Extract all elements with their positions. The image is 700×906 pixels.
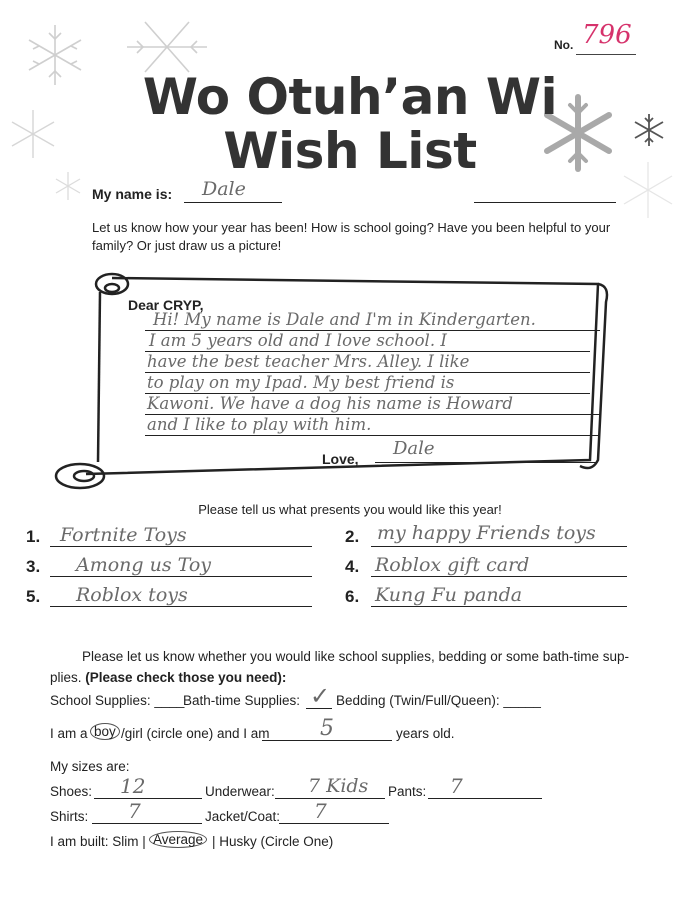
sizes-row-1 <box>50 774 670 804</box>
jacket-field <box>279 809 389 824</box>
bath-supplies-checkmark: ✓ <box>310 682 331 710</box>
present-number: 6. <box>345 587 360 606</box>
snowflake-icon <box>125 20 210 75</box>
letter-line-text: have the best teacher Mrs. Alley. I like <box>147 352 470 371</box>
name-extra-line <box>474 182 616 203</box>
intro-text: Let us know how your year has been! How is school going? Have you been helpful to your family? Or just draw us a picture! <box>92 220 611 253</box>
name-value: Dale <box>202 178 246 200</box>
presents-prompt: Please tell us what presents you would like this year! <box>198 502 502 517</box>
bedding-label: Bedding (Twin/Full/Queen): _____ <box>336 693 541 708</box>
build-average-circled: Average <box>149 831 207 848</box>
name-label: My name is: <box>92 186 173 202</box>
present-text: Kung Fu panda <box>375 584 523 606</box>
shoes-field <box>94 784 202 799</box>
supplies-prompt <box>50 646 660 688</box>
form-number-value: 796 <box>582 20 632 50</box>
letter-line-text: I am 5 years old and I love school. I <box>149 331 447 350</box>
present-number: 4. <box>345 557 360 576</box>
present-item <box>345 554 635 580</box>
letter-closing-label: Love, <box>322 451 359 467</box>
letter-signature: Dale <box>393 438 435 459</box>
letter-body <box>140 310 600 440</box>
shirts-field <box>92 809 202 824</box>
build-suffix: | Husky (Circle One) <box>212 834 334 849</box>
present-item <box>345 524 635 550</box>
age-suffix: years old. <box>396 726 455 741</box>
age-value: 5 <box>320 716 334 741</box>
present-text: Roblox gift card <box>375 554 530 576</box>
shirts-label: Shirts: <box>50 809 89 824</box>
letter-line-text: to play on my Ipad. My best friend is <box>147 373 455 392</box>
present-item <box>26 524 316 550</box>
build-prefix: I am built: Slim | <box>50 834 146 849</box>
supplies-prompt-line1: Please let us know whether you would like school supplies, bedding or some bath-time sup- <box>82 649 630 664</box>
letter-signature-field <box>375 438 597 463</box>
letter-line-text: Kawoni. We have a dog his name is Howard <box>147 394 513 413</box>
shirts-value: 7 <box>128 799 141 823</box>
shoes-label: Shoes: <box>50 784 93 799</box>
letter-line <box>145 310 600 331</box>
gender-prefix: I am a <box>50 726 88 741</box>
pants-field <box>428 784 542 799</box>
jacket-value: 7 <box>314 799 327 823</box>
letter-line <box>145 415 600 436</box>
present-text: Roblox toys <box>76 584 188 606</box>
letter-line <box>145 331 590 352</box>
letter-line <box>145 352 590 373</box>
underwear-value: 7 Kids <box>308 775 369 797</box>
shoes-value: 12 <box>120 774 146 798</box>
present-number: 3. <box>26 557 41 576</box>
letter-line <box>145 394 600 415</box>
supplies-prompt-plain: plies. <box>50 670 86 685</box>
letter-line-text: and I like to play with him. <box>147 415 372 434</box>
build-row <box>50 830 670 854</box>
letter-salutation: Dear CRYP, <box>128 297 204 313</box>
present-item <box>26 584 316 610</box>
jacket-label: Jacket/Coat: <box>205 809 281 824</box>
gender-rest: /girl (circle one) and I am <box>121 726 270 741</box>
supplies-row <box>50 682 670 714</box>
present-item <box>26 554 316 580</box>
supplies-prompt-line2 <box>50 667 660 688</box>
present-text: Among us Toy <box>76 554 212 576</box>
pants-value: 7 <box>450 774 463 798</box>
form-number-label: No. <box>554 38 574 52</box>
letter-line <box>145 373 590 394</box>
bath-supplies-label: Bath-time Supplies: <box>183 693 301 708</box>
present-number: 2. <box>345 527 360 546</box>
present-text: Fortnite Toys <box>60 524 187 546</box>
school-supplies-label: School Supplies: ____ <box>50 693 185 708</box>
letter-line-text: Hi! My name is Dale and I'm in Kindergarten. <box>153 310 536 329</box>
present-number: 1. <box>26 527 41 546</box>
gender-boy-circled: boy <box>90 723 120 740</box>
sizes-row-2 <box>50 799 670 829</box>
underwear-label: Underwear: <box>205 784 275 799</box>
supplies-prompt-bold: (Please check those you need): <box>85 670 287 685</box>
page-title-line2: Wish List <box>223 122 477 180</box>
present-number: 5. <box>26 587 41 606</box>
form-number <box>554 20 644 54</box>
name-field <box>184 178 282 203</box>
gender-age-row <box>50 716 670 748</box>
page-title-line1: Wo Otuh’an Wi <box>142 68 558 126</box>
sizes-heading: My sizes are: <box>50 759 130 774</box>
present-text: my happy Friends toys <box>377 522 596 544</box>
pants-label: Pants: <box>388 784 427 799</box>
present-item <box>345 584 635 610</box>
